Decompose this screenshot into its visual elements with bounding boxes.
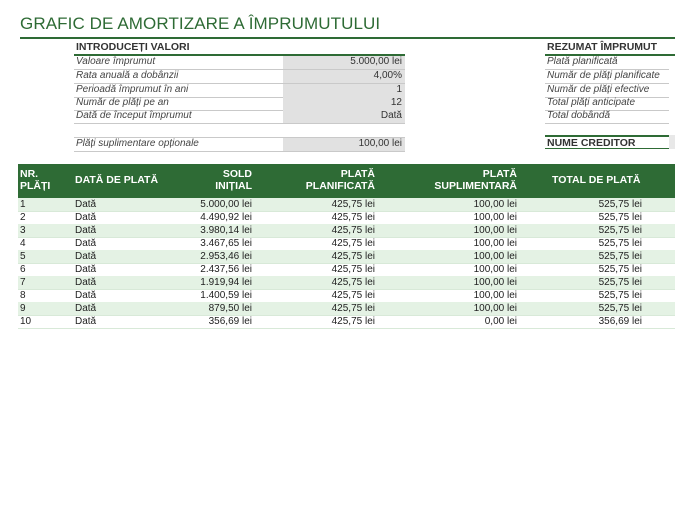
loan-amount-field[interactable]: 5.000,00 lei xyxy=(283,56,405,69)
cell-total: 356,69 lei xyxy=(598,316,642,327)
cell-total: 525,75 lei xyxy=(598,277,642,288)
header-total-payment: TOTAL DE PLATĂ xyxy=(552,174,641,186)
table-row xyxy=(18,302,675,316)
page-title: GRAFIC DE AMORTIZARE A ÎMPRUMUTULUI xyxy=(20,14,381,33)
cell-scheduled: 425,75 lei xyxy=(331,290,375,301)
header-extra-payment: PLATĂ SUPLIMENTARĂ xyxy=(434,168,517,192)
summary-row-scheduled-count xyxy=(545,70,669,84)
input-label: Număr de plăți pe an xyxy=(76,97,169,108)
cell-nr: 6 xyxy=(20,264,26,275)
cell-nr: 9 xyxy=(20,303,26,314)
cell-extra: 100,00 lei xyxy=(473,238,517,249)
input-label: Rata anuală a dobânzii xyxy=(76,70,179,81)
input-label: Dată de început împrumut xyxy=(76,110,192,121)
input-label: Perioadă împrumut în ani xyxy=(76,84,189,95)
cell-balance: 3.980,14 lei xyxy=(200,225,252,236)
cell-extra: 100,00 lei xyxy=(473,199,517,210)
cell-scheduled: 425,75 lei xyxy=(331,251,375,262)
cell-total: 525,75 lei xyxy=(598,238,642,249)
cell-total: 525,75 lei xyxy=(598,212,642,223)
cell-date: Dată xyxy=(75,290,97,301)
cell-date: Dată xyxy=(75,212,97,223)
cell-nr: 1 xyxy=(20,199,26,210)
summary-header: REZUMAT ÎMPRUMUT xyxy=(547,41,658,53)
input-row-loan-amount xyxy=(74,56,405,70)
cell-nr: 2 xyxy=(20,212,26,223)
table-row xyxy=(18,250,675,264)
cell-balance: 4.490,92 lei xyxy=(200,212,252,223)
input-row-start-date xyxy=(74,110,405,124)
cell-balance: 1.400,59 lei xyxy=(200,290,252,301)
cell-extra: 100,00 lei xyxy=(473,277,517,288)
cell-scheduled: 425,75 lei xyxy=(331,316,375,327)
input-label: Valoare împrumut xyxy=(76,56,156,67)
cell-scheduled: 425,75 lei xyxy=(331,212,375,223)
cell-extra: 100,00 lei xyxy=(473,303,517,314)
summary-label: Total plăți anticipate xyxy=(547,97,636,108)
title-rule xyxy=(20,37,675,39)
table-row xyxy=(18,211,675,225)
cell-total: 525,75 lei xyxy=(598,199,642,210)
cell-extra: 100,00 lei xyxy=(473,264,517,275)
table-row xyxy=(18,276,675,290)
cell-date: Dată xyxy=(75,264,97,275)
start-date-field[interactable]: Dată xyxy=(283,110,405,123)
cell-nr: 8 xyxy=(20,290,26,301)
cell-scheduled: 425,75 lei xyxy=(331,303,375,314)
summary-label: Total dobândă xyxy=(547,110,611,121)
cell-date: Dată xyxy=(75,251,97,262)
cell-extra: 100,00 lei xyxy=(473,290,517,301)
cell-extra: 100,00 lei xyxy=(473,225,517,236)
summary-label: Număr de plăți efective xyxy=(547,84,650,95)
cell-scheduled: 425,75 lei xyxy=(331,277,375,288)
cell-date: Dată xyxy=(75,199,97,210)
input-row-payments-per-year xyxy=(74,97,405,111)
cell-scheduled: 425,75 lei xyxy=(331,238,375,249)
cell-date: Dată xyxy=(75,303,97,314)
header-payment-date: DATĂ DE PLATĂ xyxy=(75,174,159,186)
cell-nr: 3 xyxy=(20,225,26,236)
table-row xyxy=(18,198,675,212)
cell-balance: 2.953,46 lei xyxy=(200,251,252,262)
cell-date: Dată xyxy=(75,277,97,288)
summary-row-actual-count xyxy=(545,84,669,98)
summary-label: Plată planificată xyxy=(547,56,618,67)
cell-date: Dată xyxy=(75,316,97,327)
cell-scheduled: 425,75 lei xyxy=(331,199,375,210)
cell-total: 525,75 lei xyxy=(598,290,642,301)
table-row xyxy=(18,289,675,303)
cell-nr: 4 xyxy=(20,238,26,249)
payments-per-year-field[interactable]: 12 xyxy=(283,97,405,110)
cell-balance: 1.919,94 lei xyxy=(200,277,252,288)
cell-total: 525,75 lei xyxy=(598,251,642,262)
cell-scheduled: 425,75 lei xyxy=(331,264,375,275)
cell-nr: 5 xyxy=(20,251,26,262)
cell-extra: 100,00 lei xyxy=(473,251,517,262)
schedule-table-header xyxy=(18,164,675,198)
header-scheduled-payment: PLATĂ PLANIFICATĂ xyxy=(305,168,375,192)
cell-total: 525,75 lei xyxy=(598,264,642,275)
cell-scheduled: 425,75 lei xyxy=(331,225,375,236)
table-row xyxy=(18,263,675,277)
interest-rate-field[interactable]: 4,00% xyxy=(283,70,405,83)
creditor-label: NUME CREDITOR xyxy=(545,135,669,149)
header-beginning-balance: SOLD INIȚIAL xyxy=(215,168,252,192)
input-row-extra-payments xyxy=(74,137,405,152)
cell-balance: 356,69 lei xyxy=(208,316,252,327)
cell-nr: 7 xyxy=(20,277,26,288)
cell-date: Dată xyxy=(75,238,97,249)
input-row-interest-rate xyxy=(74,70,405,84)
summary-row-total-interest xyxy=(545,110,669,124)
summary-label: Număr de plăți planificate xyxy=(547,70,660,81)
summary-row-early-payments xyxy=(545,97,669,111)
cell-total: 525,75 lei xyxy=(598,303,642,314)
cell-balance: 3.467,65 lei xyxy=(200,238,252,249)
loan-period-field[interactable]: 1 xyxy=(283,84,405,97)
cell-nr: 10 xyxy=(20,316,32,327)
cell-balance: 5.000,00 lei xyxy=(200,199,252,210)
input-label: Plăți suplimentare opționale xyxy=(76,138,199,149)
creditor-name-field[interactable] xyxy=(669,135,675,149)
input-row-loan-period xyxy=(74,84,405,98)
extra-payments-field[interactable]: 100,00 lei xyxy=(283,138,405,151)
table-row xyxy=(18,315,675,329)
table-row xyxy=(18,224,675,238)
cell-balance: 879,50 lei xyxy=(208,303,252,314)
cell-total: 525,75 lei xyxy=(598,225,642,236)
cell-extra: 100,00 lei xyxy=(473,212,517,223)
cell-balance: 2.437,56 lei xyxy=(200,264,252,275)
cell-date: Dată xyxy=(75,225,97,236)
header-payment-number: NR. PLĂȚI xyxy=(20,168,51,192)
inputs-header: INTRODUCEȚI VALORI xyxy=(76,41,190,53)
summary-row-scheduled-payment xyxy=(545,56,669,70)
cell-extra: 0,00 lei xyxy=(484,316,517,327)
table-row xyxy=(18,237,675,251)
